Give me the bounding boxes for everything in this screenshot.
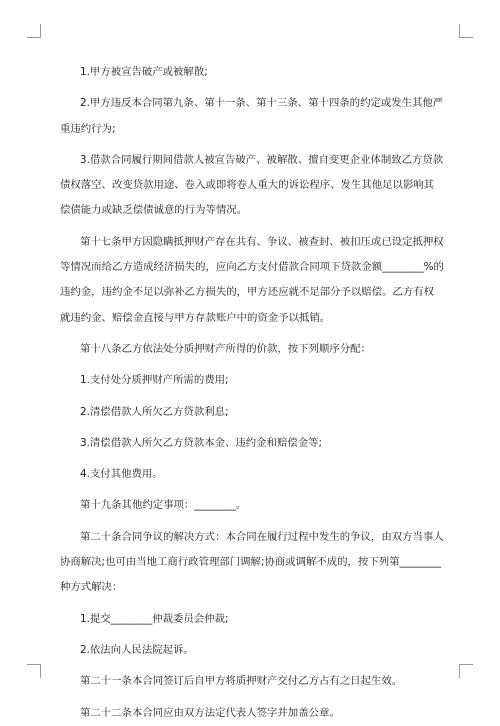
article-20-item-1: 1.提交________仲裁委员会仲裁;: [80, 612, 229, 625]
crop-mark-bottom-right: [459, 664, 473, 678]
clause-item-1: 1.甲方被宣告破产或被解散;: [80, 66, 208, 78]
crop-mark-top-right: [459, 24, 473, 38]
crop-mark-bottom-left: [27, 664, 41, 678]
article-21: 第二十一条本合同签订后自甲方将质押财产交付乙方占有之日起生效。: [80, 675, 403, 688]
article-17: 第十七条甲方因隐瞒抵押财产存在共有、争议、被查封、被扣压或已设定抵押权等情况而给乙方造成经济损失的，应向乙方支付借款合同项下贷款金额________%的违约金，违约金不足以弥补乙方损失的，甲方还应就不足部分予以赔偿。乙方有权就违约金、赔偿金直接与甲方存款账户中的资金予以抵销。: [60, 235, 444, 324]
article-22: 第二十二条本合同应由双方法定代表人签字并加盖公章。: [80, 706, 340, 719]
document-page: [60, 60, 444, 726]
article-19: 第十九条其他约定事项：________。: [80, 499, 247, 512]
article-18-item-4: 4.支付其他费用。: [80, 468, 163, 481]
clause-item-2: 2.甲方违反本合同第九条、第十一条、第十三条、第十四条的约定或发生其他严重违约行为;: [60, 97, 444, 135]
crop-mark-top-left: [27, 24, 41, 38]
article-20-item-2: 2.依法向人民法院起诉。: [80, 643, 194, 656]
article-18-item-3: 3.清偿借款人所欠乙方贷款本金、违约金和赔偿金等;: [80, 436, 323, 449]
article-18: 第十八条乙方依法处分质押财产所得的价款，按下列顺序分配：: [80, 342, 371, 355]
article-18-item-1: 1.支付处分质押财产所需的费用;: [80, 374, 229, 387]
article-20: 第二十条合同争议的解决方式：本合同在履行过程中发生的争议，由双方当事人协商解决;也可由当地工商行政管理部门调解;协商或调解不成的，按下列第________种方式解决：: [60, 530, 444, 594]
article-18-item-2: 2.清偿借款人所欠乙方贷款利息;: [80, 405, 229, 418]
clause-item-3: 3.借款合同履行期间借款人被宣告破产、被解散、擅自变更企业体制致乙方贷款债权落空、改变贷款用途、卷入或即将卷人重大的诉讼程序、发生其他足以影响其偿债能力或缺乏偿债诚意的行为等情况。: [60, 153, 444, 217]
